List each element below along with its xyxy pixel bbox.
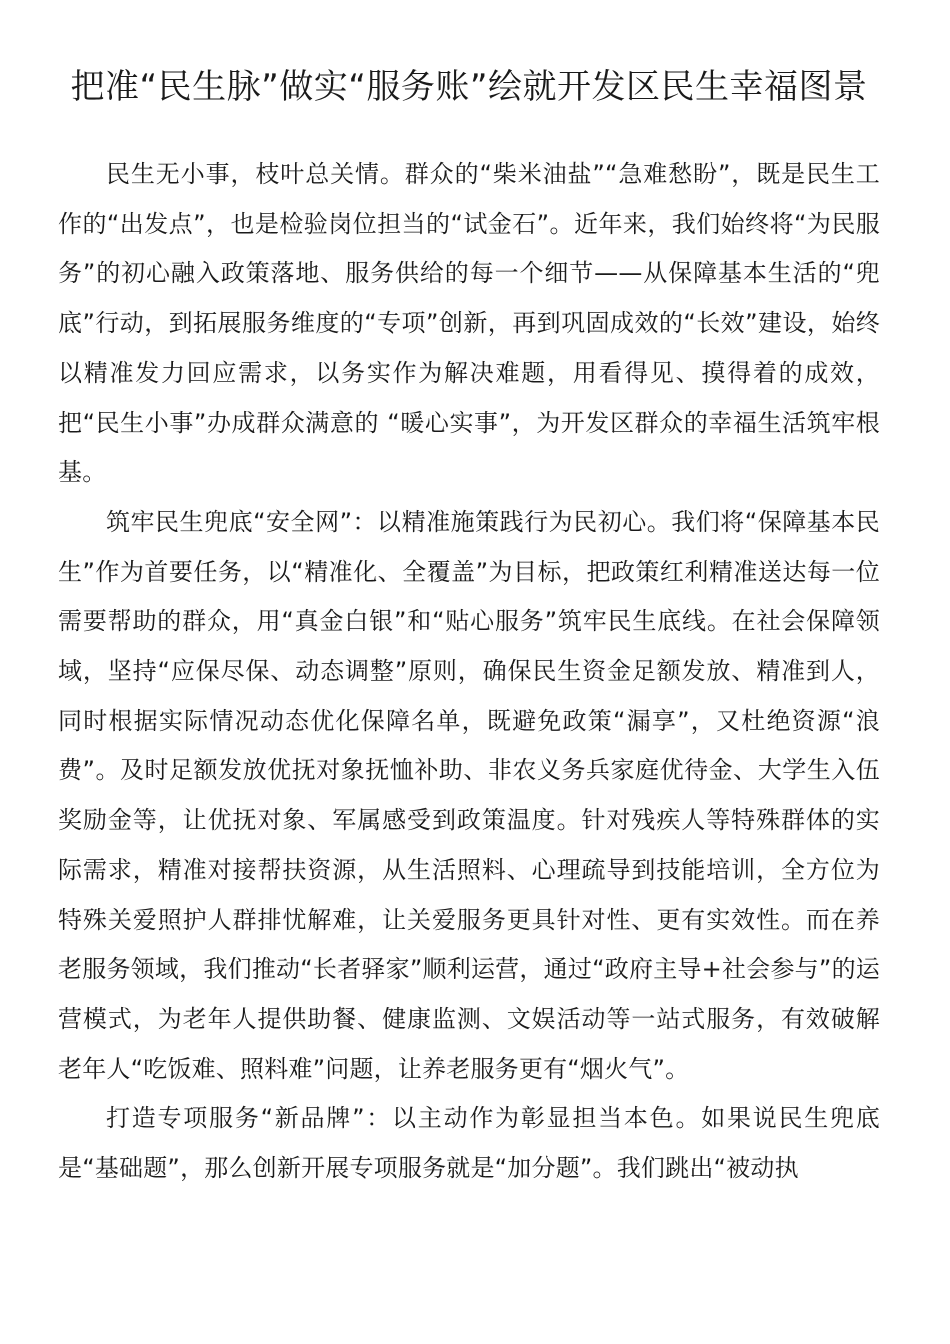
paragraph-safety-net: 筑牢民生兜底“安全网”：以精准施策践行为民初心。我们将“保障基本民生”作为首要任务，以“精准化、全覆盖”为目标，把政策红利精准送达每一位需要帮助的群众，用“真金白银”和“贴心服务”筑牢民生底线。在社会保障领域，坚持“应保尽保、动态调整”原则，确保民生资金足额发放、精准到人，同时根据实际情况动态优化保障名单，既避免政策“漏享”，又杜绝资源“浪费”。及时足额发放优抚对象抚恤补助、非农义务兵家庭优待金、大学生入伍奖励金等，让优抚对象、军属感受到政策温度。针对残疾人等特殊群体的实际需求，精准对接帮扶资源，从生活照料、心理疏导到技能培训，全方位为特殊关爱照护人群排忧解难，让关爱服务更具针对性、更有实效性。而在养老服务领域，我们推动“长者驿家”顺利运营，通过“政府主导+社会参与”的运营模式，为老年人提供助餐、健康监测、文娱活动等一站式服务，有效破解老年人“吃饭难、照料难”问题，让养老服务更有“烟火气”。 bbox=[58, 507, 880, 1083]
paragraph-special-services: 打造专项服务“新品牌”：以主动作为彰显担当本色。如果说民生兜底是“基础题”，那么创新开展专项服务就是“加分题”。我们跳出“被动执 bbox=[58, 1104, 880, 1183]
paragraph-intro: 民生无小事，枝叶总关情。群众的“柴米油盐”“急难愁盼”，既是民生工作的“出发点”，也是检验岗位担当的“试金石”。近年来，我们始终将“为民服务”的初心融入政策落地、服务供给的每一个细节——从保障基本生活的“兜底”行动，到拓展服务维度的“专项”创新，再到巩固成效的“长效”建设，始终以精准发力回应需求，以务实作为解决难题，用看得见、摸得着的成效，把“民生小事”办成群众满意的 “暖心实事”，为开发区群众的幸福生活筑牢根基。 bbox=[58, 160, 880, 487]
document-title: 把准“民生脉”做实“服务账”绘就开发区民生幸福图景 bbox=[70, 67, 868, 107]
